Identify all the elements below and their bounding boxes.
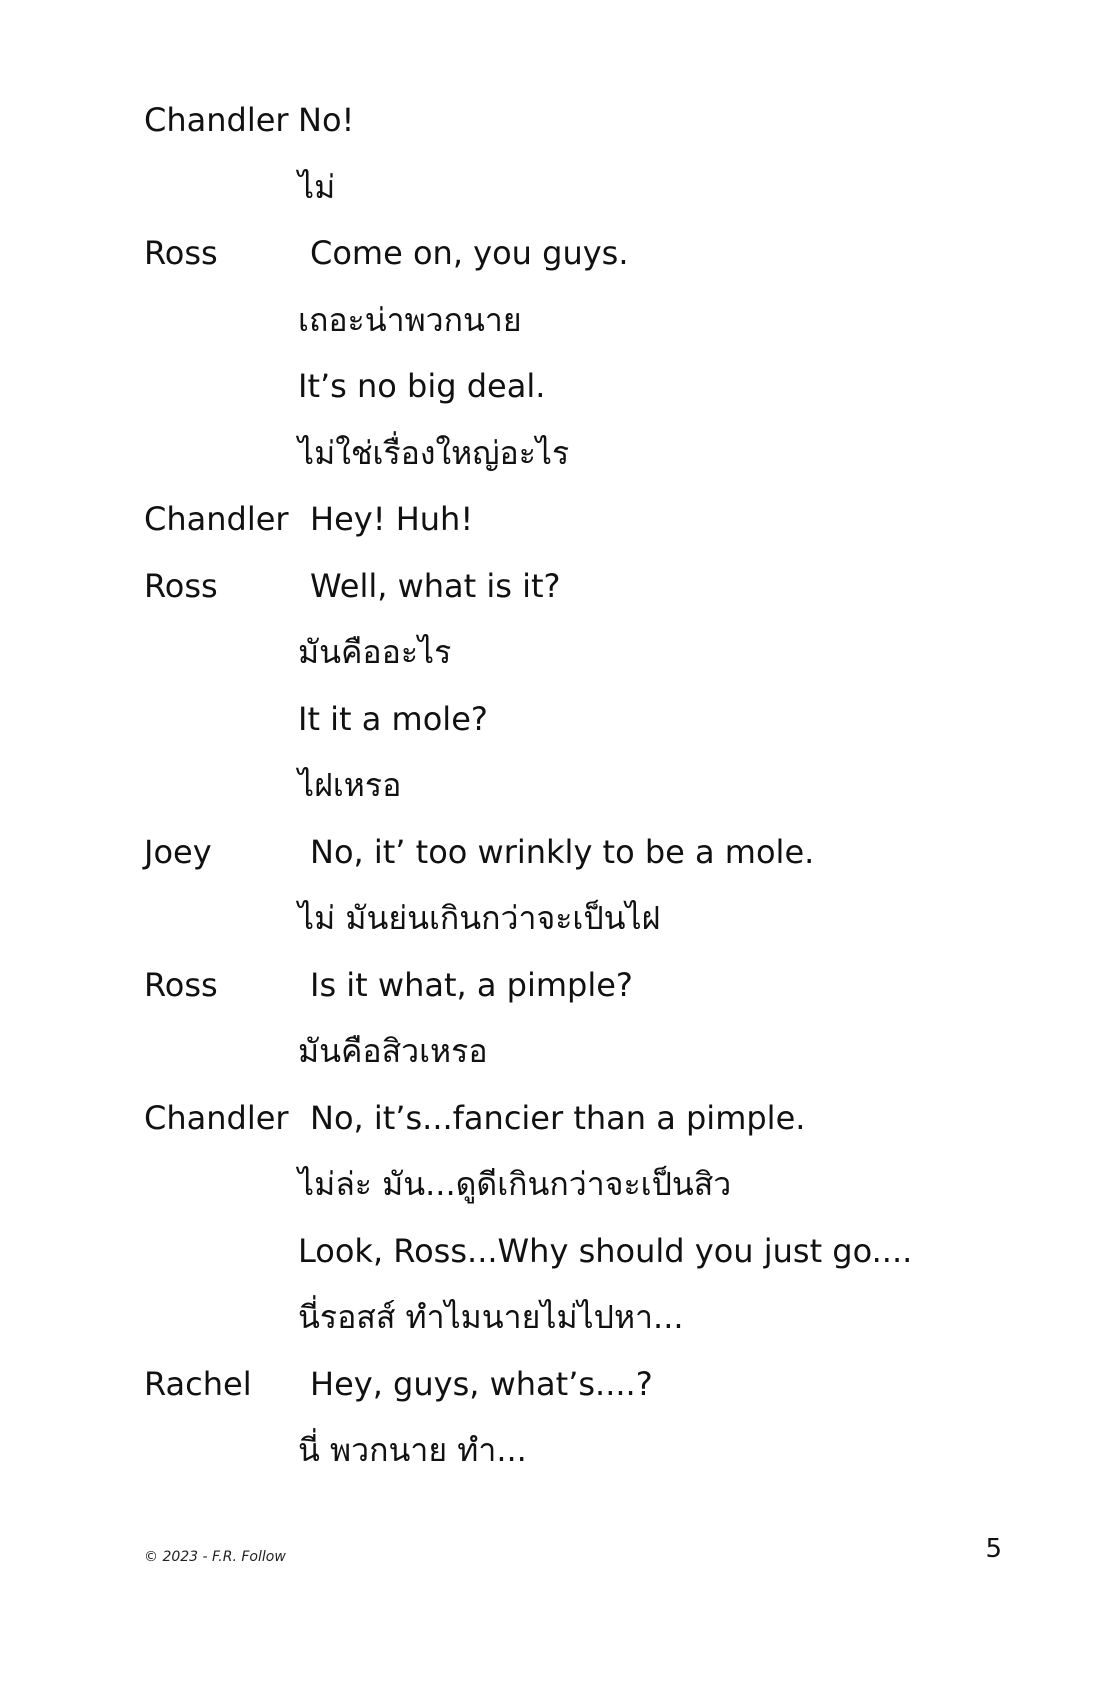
dialogue-line bbox=[144, 1164, 994, 1231]
speaker-name: Rachel bbox=[144, 1364, 252, 1403]
dialogue-text: It’s no big deal. bbox=[298, 367, 546, 405]
dialogue-line bbox=[144, 1231, 994, 1298]
dialogue-text: Hey! Huh! bbox=[310, 500, 474, 538]
dialogue-text: Come on, you guys. bbox=[310, 234, 629, 272]
dialogue-text: No, it’ too wrinkly to be a mole. bbox=[310, 832, 815, 871]
speaker-name: Ross bbox=[144, 965, 218, 1004]
dialogue-text: มันคือสิวเหรอ bbox=[298, 1032, 488, 1070]
dialogue-text: นี่รอสส์ ทำไมนายไม่ไปหา... bbox=[298, 1298, 684, 1336]
dialogue-text: ไม่ มันย่นเกินกว่าจะเป็นไฝ bbox=[298, 899, 661, 937]
dialogue-text: ไม่ล่ะ มัน...ดูดีเกินกว่าจะเป็นสิว bbox=[298, 1165, 732, 1203]
dialogue-line bbox=[144, 832, 994, 899]
dialogue-line bbox=[144, 233, 994, 300]
page-number: 5 bbox=[985, 1534, 1002, 1564]
dialogue-line bbox=[144, 366, 994, 433]
speaker-name: Ross bbox=[144, 234, 218, 272]
dialogue-text: Is it what, a pimple? bbox=[310, 965, 633, 1004]
dialogue-line bbox=[144, 1364, 994, 1431]
dialogue-line bbox=[144, 499, 994, 566]
speaker-name: Chandler bbox=[144, 500, 289, 538]
dialogue-line bbox=[144, 300, 994, 367]
dialogue-line bbox=[144, 1098, 994, 1165]
copyright-notice: © 2023 - F.R. Follow bbox=[144, 1549, 286, 1565]
dialogue-line bbox=[144, 1297, 994, 1364]
dialogue-text: นี่ พวกนาย ทำ... bbox=[298, 1431, 527, 1469]
dialogue-line bbox=[144, 898, 994, 965]
dialogue-line bbox=[144, 100, 994, 167]
dialogue-text: Hey, guys, what’s....? bbox=[310, 1364, 653, 1403]
dialogue-text: No! bbox=[298, 101, 355, 139]
dialogue-text: ไม่ใช่เรื่องใหญ่อะไร bbox=[298, 433, 570, 472]
dialogue-line bbox=[144, 765, 994, 832]
dialogue-line bbox=[144, 699, 994, 766]
speaker-name: Ross bbox=[144, 566, 218, 605]
dialogue-line bbox=[144, 433, 994, 500]
dialogue-text: ไม่ bbox=[298, 167, 336, 206]
dialogue-text: No, it’s...fancier than a pimple. bbox=[310, 1098, 806, 1137]
dialogue-line bbox=[144, 1031, 994, 1098]
dialogue-line bbox=[144, 167, 994, 234]
speaker-name: Chandler bbox=[144, 1098, 289, 1137]
dialogue-line bbox=[144, 566, 994, 633]
dialogue-line bbox=[144, 632, 994, 699]
dialogue-text: It it a mole? bbox=[298, 699, 488, 738]
dialogue-text: มันคืออะไร bbox=[298, 633, 452, 671]
dialogue-text: Look, Ross...Why should you just go.... bbox=[298, 1231, 913, 1270]
dialogue-line bbox=[144, 1430, 994, 1497]
speaker-name: Chandler bbox=[144, 101, 289, 139]
dialogue-text: Well, what is it? bbox=[310, 566, 561, 605]
dialogue-text: เถอะน่าพวกนาย bbox=[298, 300, 522, 339]
dialogue-text: ไฝเหรอ bbox=[298, 766, 402, 804]
dialogue-script bbox=[144, 100, 994, 1497]
dialogue-line bbox=[144, 965, 994, 1032]
speaker-name: Joey bbox=[144, 832, 212, 871]
